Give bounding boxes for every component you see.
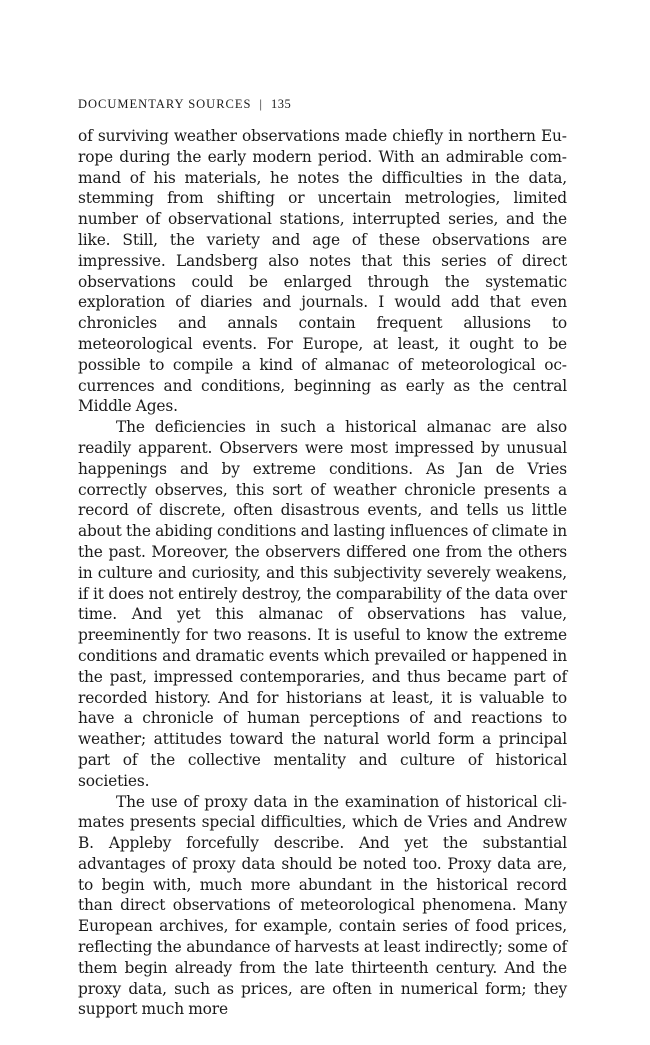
section-title: DOCUMENTARY SOURCES [78,97,252,111]
running-head [78,94,567,114]
paragraph: of surviving weather observations made chiefly in northern Europe during the early modern period. With an admirable command of his materials, he notes the difficulties in the data, stemming from shifting or uncertain metrologies, limited number of observational stations, interrupted series, and the like. Still, the variety and age of these observations are impressive. Landsberg also notes that this series of direct observations could be enlarged through the systematic exploration of diaries and journals. I would add that even chronicles and annals contain frequent allusions to meteorological events. For Europe, at least, it ought to be possible to compile a kind of almanac of meteorological occurrences and conditions, beginning as early as the central Middle Ages. [78,127,567,416]
page-number: 135 [270,97,292,111]
paragraph: The deficiencies in such a historical almanac are also readily apparent. Observers were most impressed by unusual happenings and by extreme conditions. As Jan de Vries correctly observes, this sort of weather chronicle presents a record of discrete, often disastrous events, and tells us little about the abiding conditions and lasting influences of climate in the past. Moreover, the observers differed one from the others in culture and curiosity, and this subjectivity severely weakens, if it does not entirely destroy, the comparability of the data over time. And yet this almanac of observations has value, preeminently for two reasons. It is useful to know the extreme conditions and dramatic events which prevailed or happened in the past, impressed contemporaries, and thus became part of recorded history. And for historians at least, it is valuable to have a chronicle of human perceptions of and reactions to weather; attitudes toward the natural world form a principal part of the collective mentality and culture of historical societies. [78,418,567,790]
body-text [78,126,567,1020]
book-page [78,94,567,1020]
paragraph: The use of proxy data in the examination of historical climates presents special difficulties, which de Vries and Andrew B. Appleby forcefully describe. And yet the substantial advantages of proxy data should be noted too. Proxy data are, to begin with, much more abundant in the historical record than direct observations of meteorological phenomena. Many European archives, for example, contain series of food prices, reflecting the abundance of harvests at least indirectly; some of them begin already from the late thirteenth century. And the proxy data, such as prices, are often in numerical form; they support much more [78,792,567,1019]
header-separator: | [259,97,263,111]
